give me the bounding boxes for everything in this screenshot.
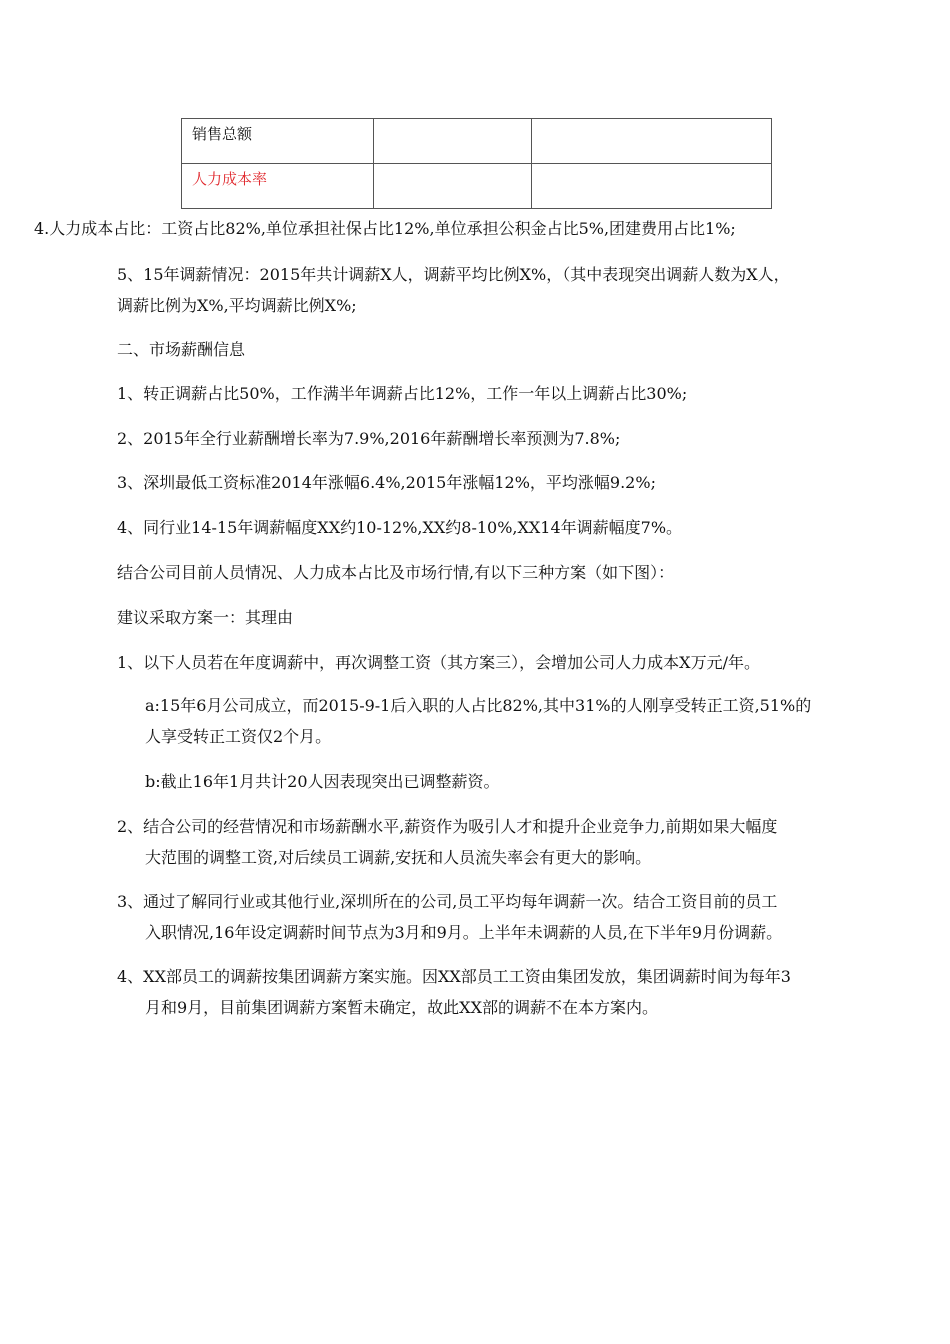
- reason-item-3: [117, 886, 782, 948]
- paragraph-line: 3、通过了解同行业或其他行业,深圳所在的公司,员工平均每年调薪一次。结合工资目前的员工: [117, 892, 778, 911]
- paragraph-line: 入职情况,16年设定调薪时间节点为3月和9月。上半年未调薪的人员,在下半年9月份调薪。: [145, 923, 783, 942]
- market-item: 2、2015年全行业薪酬增长率为7.9%,2016年薪酬增长率预测为7.8%;: [117, 429, 621, 448]
- summary-paragraph: 结合公司目前人员情况、人力成本占比及市场行情,有以下三种方案（如下图）：: [117, 563, 675, 582]
- table-row: [182, 164, 772, 209]
- recommendation-heading: 建议采取方案一：其理由: [117, 608, 294, 627]
- reason-item-1: 1、以下人员若在年度调薪中，再次调整工资（其方案三），会增加公司人力成本X万元/年。: [117, 653, 760, 672]
- paragraph-line: a:15年6月公司成立，而2015-9-1后入职的人占比82%,其中31%的人刚享受转正工资,51%的: [145, 696, 812, 715]
- paragraph-2015-adjustment: [117, 259, 790, 321]
- paragraph-cost-ratio: 4.人力成本占比：工资占比82%,单位承担社保占比12%,单位承担公积金占比5%,团建费用占比1%;: [34, 219, 736, 238]
- reason-item-2: [117, 811, 777, 873]
- section-title-market: 二、市场薪酬信息: [117, 340, 246, 359]
- table-cell-label: 销售总额: [182, 119, 374, 164]
- table-cell-value: [532, 164, 772, 209]
- cost-metrics-table: [181, 118, 772, 209]
- paragraph-line: 人享受转正工资仅2个月。: [145, 727, 332, 746]
- paragraph-line: 2、结合公司的经营情况和市场薪酬水平,薪资作为吸引人才和提升企业竞争力,前期如果大幅度: [117, 817, 778, 836]
- reason-item-4: [117, 961, 791, 1023]
- market-item: 3、深圳最低工资标准2014年涨幅6.4%,2015年涨幅12%，平均涨幅9.2%;: [117, 473, 656, 492]
- paragraph-line: 5、15年调薪情况：2015年共计调薪X人，调薪平均比例X%，（其中表现突出调薪人数为X人，: [117, 265, 790, 284]
- market-item: 1、转正调薪占比50%，工作满半年调薪占比12%，工作一年以上调薪占比30%;: [117, 384, 688, 403]
- table-cell-value: [532, 119, 772, 164]
- reason-subitem-a: [145, 690, 811, 752]
- reason-subitem-b: b:截止16年1月共计20人因表现突出已调整薪资。: [145, 772, 500, 791]
- table-row: [182, 119, 772, 164]
- table-cell-value: [374, 164, 532, 209]
- market-item: 4、同行业14-15年调薪幅度XX约10-12%,XX约8-10%,XX14年调薪幅度7%。: [117, 518, 683, 537]
- paragraph-line: 大范围的调整工资,对后续员工调薪,安抚和人员流失率会有更大的影响。: [145, 848, 652, 867]
- paragraph-line: 月和9月，目前集团调薪方案暂未确定，故此XX部的调薪不在本方案内。: [145, 998, 658, 1017]
- table-cell-value: [374, 119, 532, 164]
- table-cell-label: 人力成本率: [182, 164, 374, 209]
- paragraph-line: 调薪比例为X%,平均调薪比例X%;: [117, 296, 357, 315]
- paragraph-line: 4、XX部员工的调薪按集团调薪方案实施。因XX部员工工资由集团发放，集团调薪时间为每年3: [117, 967, 791, 986]
